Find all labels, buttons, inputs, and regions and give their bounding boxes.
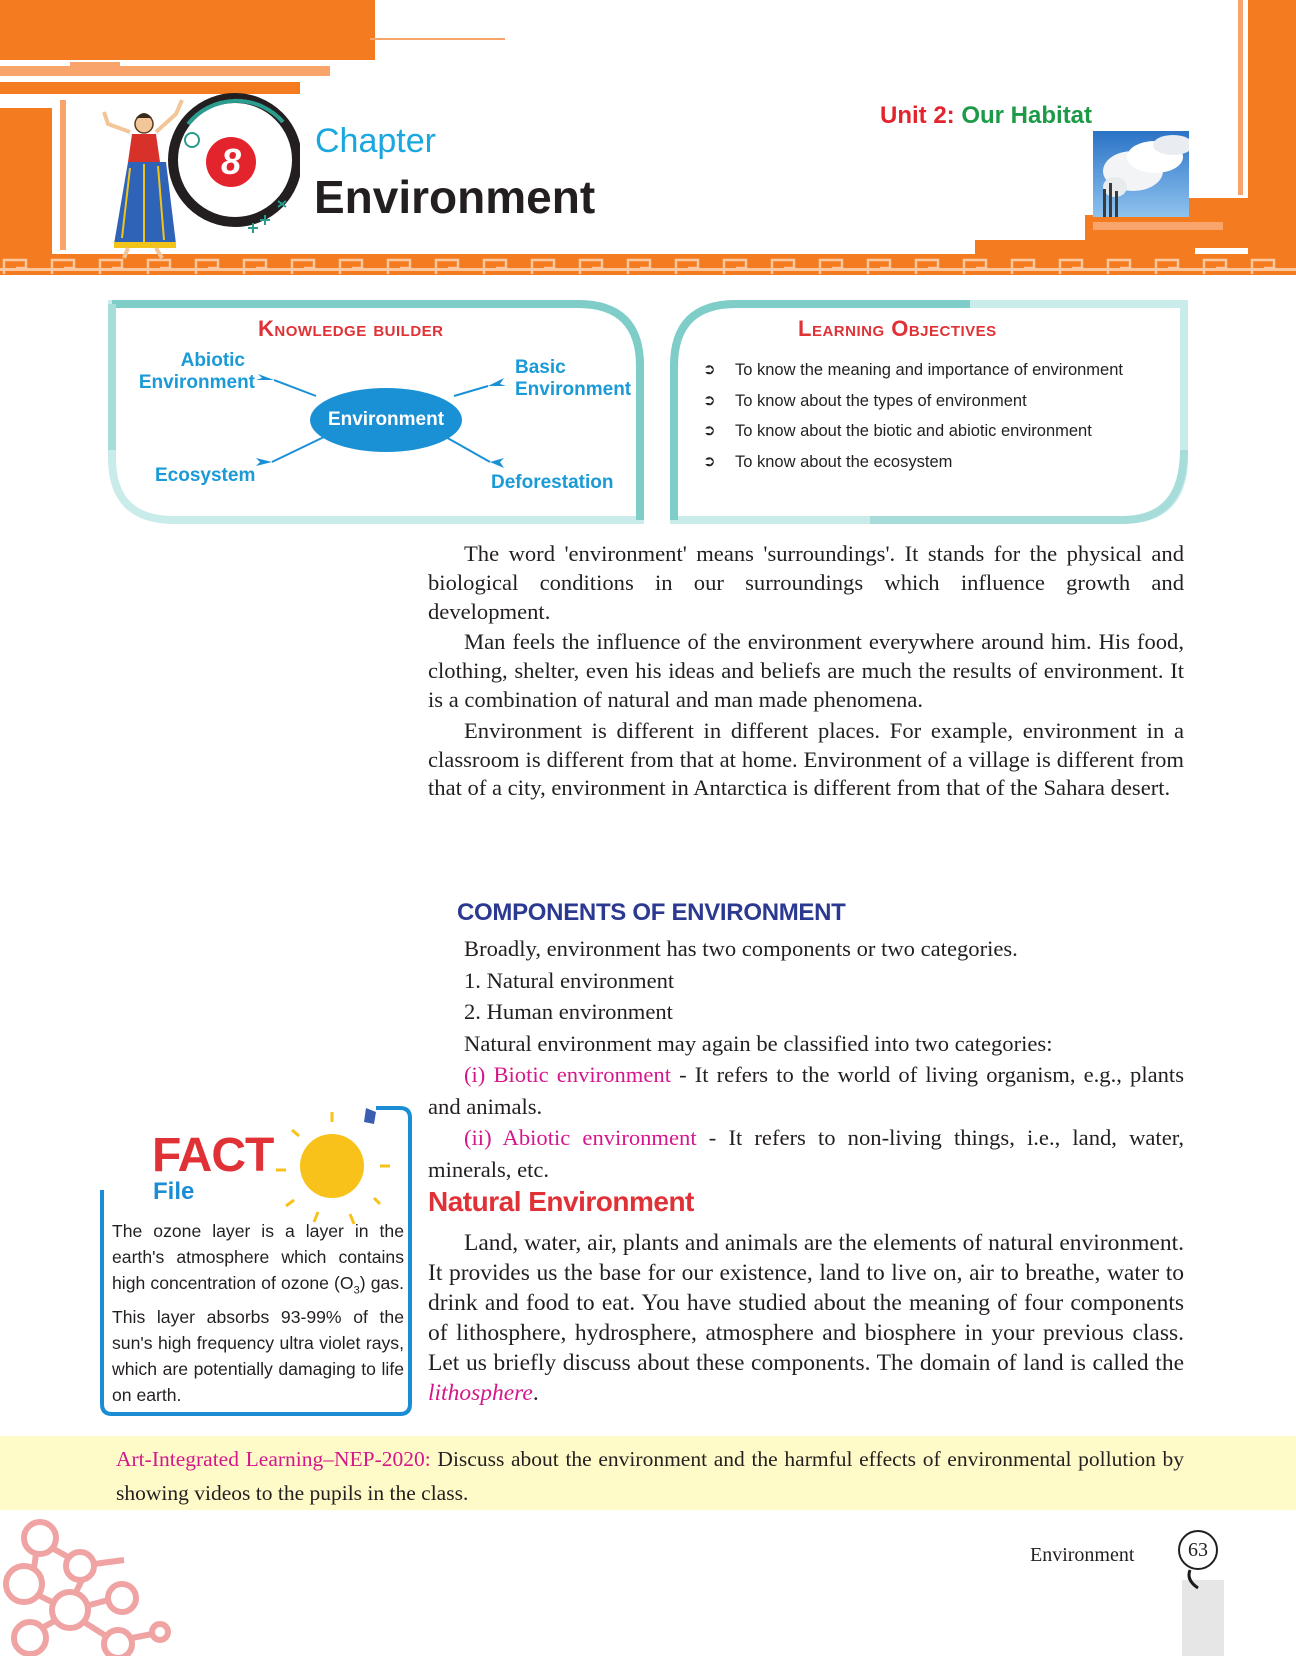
header-decor-stripe	[0, 66, 330, 76]
node-abiotic-environment	[133, 350, 255, 394]
header-decor-stripe	[70, 62, 120, 76]
header-decor-block	[0, 0, 375, 60]
chapter-number-badge: 8	[206, 137, 256, 187]
objective-text: To know about the types of environment	[735, 391, 1027, 410]
objective-text: To know the meaning and importance of environment	[735, 361, 1123, 379]
natural-environment-text	[428, 1228, 1184, 1408]
fact-file-text	[112, 1218, 404, 1408]
node-abiotic-line1: Abiotic	[180, 350, 245, 371]
fact-file-title: FACT	[152, 1129, 274, 1182]
list-item	[703, 450, 1123, 481]
arrow-bullet-icon: ➲	[703, 452, 716, 470]
abiotic-text: - It refers to non-living things, i.e., land, water, minerals, etc.	[428, 1125, 1184, 1182]
sentence-end: .	[532, 1380, 539, 1406]
component-item: 2. Human environment	[464, 999, 673, 1024]
natural-environment-body: Land, water, air, plants and animals are the elements of natural environment. It provides us the base for our existence, land to live on, air to breathe, water to drink and food to eat. You have studied about the meaning of four components of lithosphere, hydrosphere, atmosphere and biosphere in your previous class. Let us briefly discuss about these components. The domain of land is called the	[428, 1230, 1184, 1376]
chapter-header	[0, 0, 1296, 275]
list-item	[703, 389, 1123, 420]
list-item	[703, 419, 1123, 450]
classification-text: Natural environment may again be classified into two categories:	[464, 1030, 1053, 1056]
intro-paragraph: Man feels the influence of the environment everywhere around him. His food, clothing, shelter, even his ideas and beliefs are much the results of environment. It is a combination of natural and man made phenomena.	[428, 629, 1184, 712]
unit-heading	[880, 102, 1092, 130]
ozone-subscript: 3	[353, 1284, 360, 1297]
components-section	[428, 933, 1184, 1185]
header-decor-block	[1085, 215, 1195, 255]
abiotic-definition	[428, 1122, 1184, 1185]
list-item	[703, 358, 1123, 389]
node-basic-line1: Basic	[515, 357, 566, 378]
node-basic-environment	[515, 357, 631, 401]
header-decor-stripe	[60, 100, 66, 250]
art-integrated-body: Discuss about the environment and the harmful effects of environmental pollution by showing videos to the pupils in the class.	[116, 1447, 1184, 1505]
footer-chapter-title: Environment	[1030, 1544, 1135, 1566]
art-integrated-text	[116, 1442, 1184, 1510]
learning-objectives-list	[703, 358, 1123, 480]
node-deforestation: Deforestation	[491, 472, 614, 493]
components-intro: Broadly, environment has two components or two categories.	[464, 936, 1018, 961]
dancer-illustration	[100, 92, 300, 260]
learning-objectives-title: Learning Objectives	[798, 316, 997, 341]
biotic-term: (i) Biotic environment	[464, 1062, 671, 1087]
header-decor-stripe	[1093, 222, 1223, 230]
biotic-text: - It refers to the world of living organism, e.g., plants and animals.	[428, 1062, 1184, 1119]
arrow-bullet-icon: ➲	[703, 422, 716, 439]
components-heading: COMPONENTS OF ENVIRONMENT	[457, 899, 846, 926]
factory-smoke-image	[1093, 131, 1189, 217]
node-ecosystem: Ecosystem	[155, 465, 256, 486]
arrow-bullet-icon: ➲	[703, 361, 716, 378]
objective-text: To know about the ecosystem	[735, 452, 953, 471]
intro-paragraph: Environment is different in different places. For example, environment in a classroom is different from that at home. Environment of a village is different from that of a city, environment in Antarctica is different from that of the Sahara desert.	[428, 717, 1184, 801]
molecule-decoration	[0, 1506, 180, 1656]
fact-file-subtitle: File	[153, 1178, 195, 1205]
knowledge-builder-title: Knowledge builder	[258, 316, 444, 341]
biotic-definition	[428, 1059, 1184, 1122]
fact-text-part: ) gas. This layer absorbs 93-99% of the sun's high frequency ultra violet rays, which are potentially damaging to life on earth.	[112, 1273, 404, 1405]
objective-text: To know about the biotic and abiotic environment	[735, 422, 1092, 440]
fact-text-part: The ozone layer is a layer in the earth's atmosphere which contains high concentration of ozone (O	[112, 1221, 404, 1293]
component-item: 1. Natural environment	[464, 967, 675, 993]
intro-text	[428, 540, 1184, 805]
header-decor-line	[370, 38, 505, 40]
knowledge-center-node: Environment	[310, 388, 462, 452]
abiotic-term: (ii) Abiotic environment	[464, 1125, 697, 1150]
unit-label: Unit 2:	[880, 102, 955, 129]
header-decor-block	[0, 108, 52, 260]
lithosphere-term: lithosphere	[428, 1380, 533, 1406]
chapter-title: Environment	[314, 171, 596, 223]
page-number: 63	[1178, 1530, 1218, 1570]
node-abiotic-line2: Environment	[138, 372, 255, 393]
arrow-bullet-icon: ➲	[703, 391, 716, 409]
natural-environment-heading: Natural Environment	[428, 1186, 694, 1217]
header-decor-stripe	[1238, 0, 1243, 195]
chapter-label: Chapter	[315, 122, 436, 160]
unit-name: Our Habitat	[961, 102, 1093, 129]
node-basic-line2: Environment	[515, 379, 632, 400]
art-integrated-label: Art-Integrated Learning–NEP-2020:	[116, 1447, 431, 1471]
intro-paragraph: The word 'environment' means 'surroundings'. It stands for the physical and biological conditions in our surroundings which influence growth and development.	[428, 541, 1184, 624]
